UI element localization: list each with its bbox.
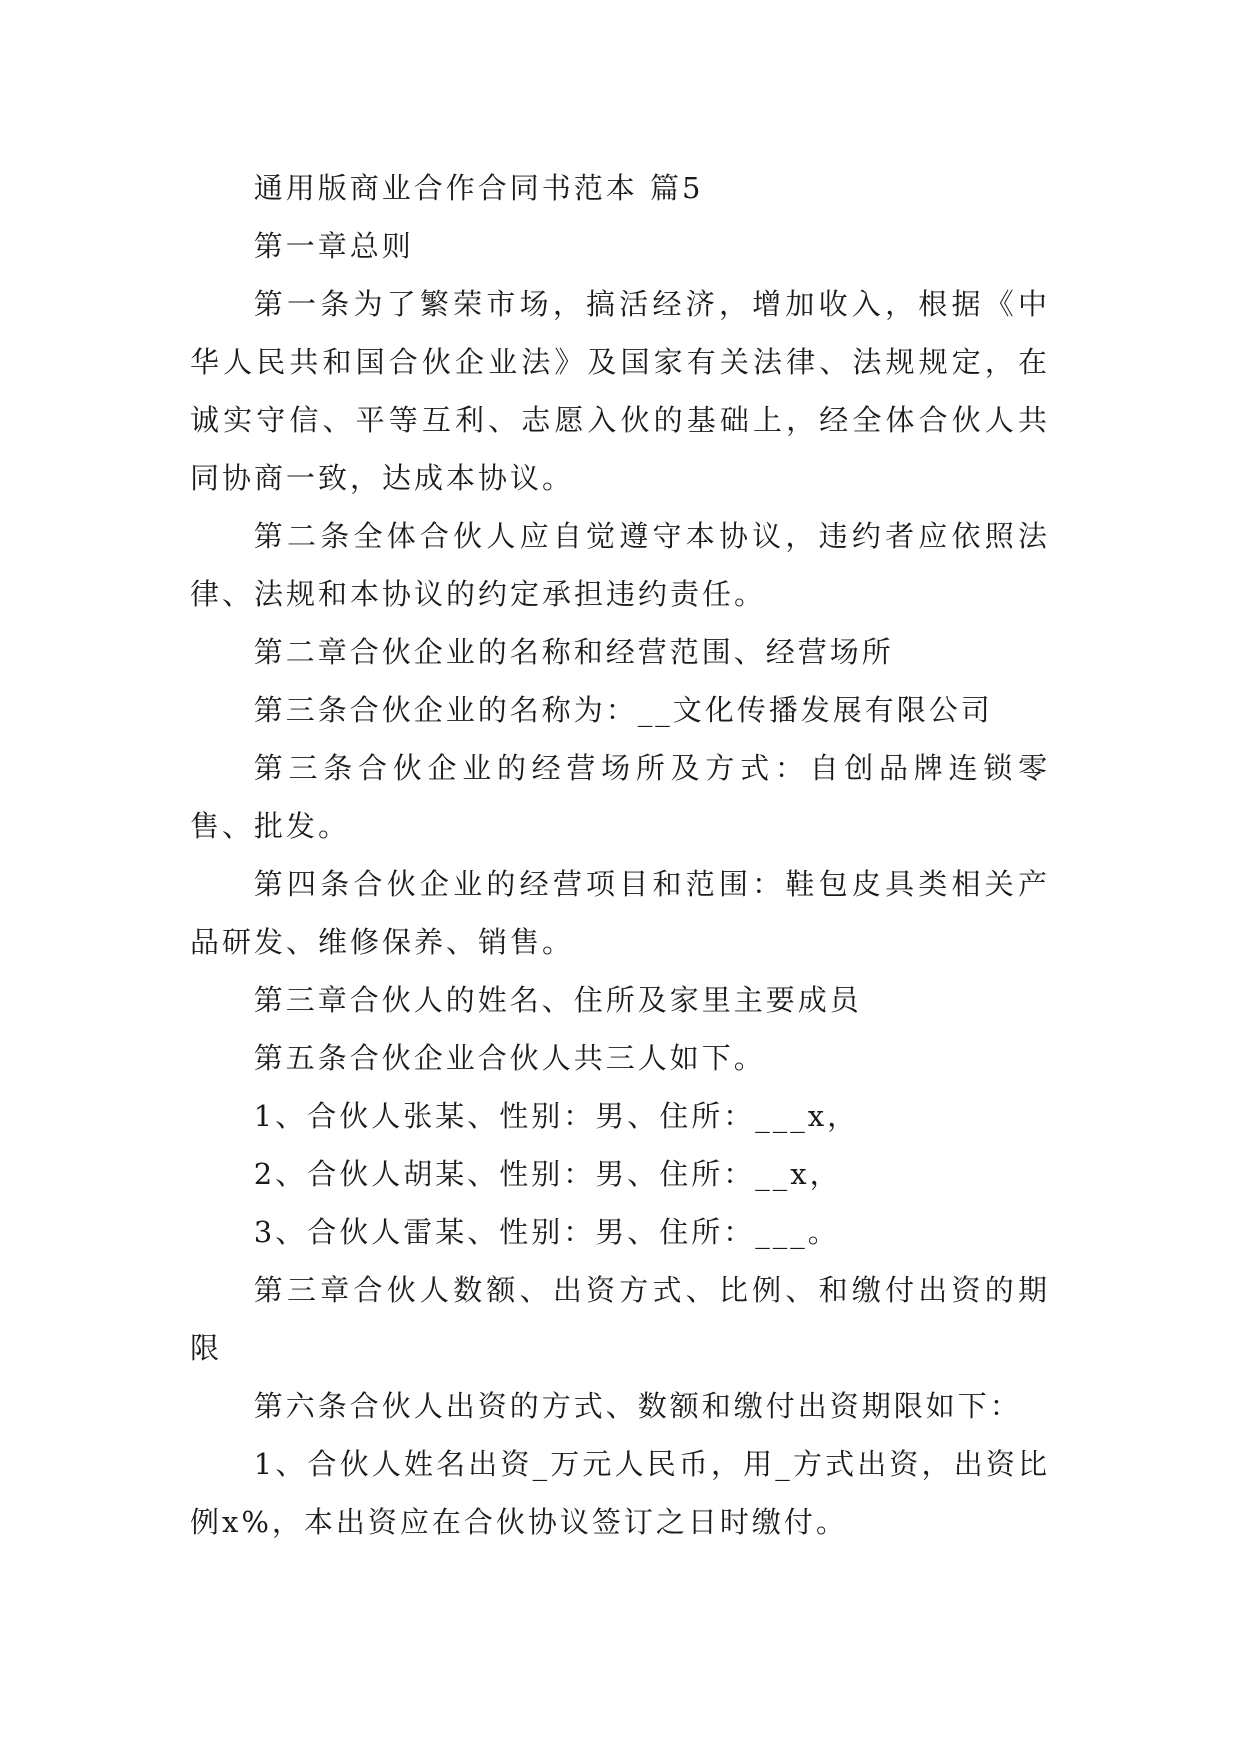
document-title: 通用版商业合作合同书范本 篇5 — [253, 171, 704, 205]
list-item: 1、合伙人张某、性别：男、住所：___x， — [253, 1099, 860, 1133]
chapter-heading: 第三章合伙人数额、出资方式、比例、和缴付出资的期限 — [190, 1273, 1050, 1365]
article-paragraph: 第六条合伙人出资的方式、数额和缴付出资期限如下： — [253, 1389, 1022, 1423]
chapter-heading: 第一章总则 — [253, 229, 414, 263]
list-item: 3、合伙人雷某、性别：男、住所：___。 — [253, 1215, 840, 1249]
list-item: 1、合伙人姓名出资_万元人民币，用_方式出资，出资比例x%，本出资应在合伙协议签订之日时缴付。 — [190, 1447, 1050, 1539]
article-paragraph: 第三条合伙企业的经营场所及方式：自创品牌连锁零售、批发。 — [190, 751, 1050, 843]
chapter-heading: 第二章合伙企业的名称和经营范围、经营场所 — [253, 635, 894, 669]
article-paragraph: 第四条合伙企业的经营项目和范围：鞋包皮具类相关产品研发、维修保养、销售。 — [190, 867, 1050, 959]
article-paragraph: 第一条为了繁荣市场，搞活经济，增加收入，根据《中华人民共和国合伙企业法》及国家有关法律、法规规定，在诚实守信、平等互利、志愿入伙的基础上，经全体合伙人共同协商一致，达成本协议。 — [190, 287, 1050, 495]
chapter-heading: 第三章合伙人的姓名、住所及家里主要成员 — [253, 983, 862, 1017]
article-paragraph: 第五条合伙企业合伙人共三人如下。 — [253, 1041, 766, 1075]
document-body — [190, 159, 1050, 1551]
list-item: 2、合伙人胡某、性别：男、住所：__x， — [253, 1157, 842, 1191]
article-paragraph: 第二条全体合伙人应自觉遵守本协议，违约者应依照法律、法规和本协议的约定承担违约责任。 — [190, 519, 1050, 611]
article-paragraph: 第三条合伙企业的名称为：__文化传播发展有限公司 — [253, 693, 993, 727]
